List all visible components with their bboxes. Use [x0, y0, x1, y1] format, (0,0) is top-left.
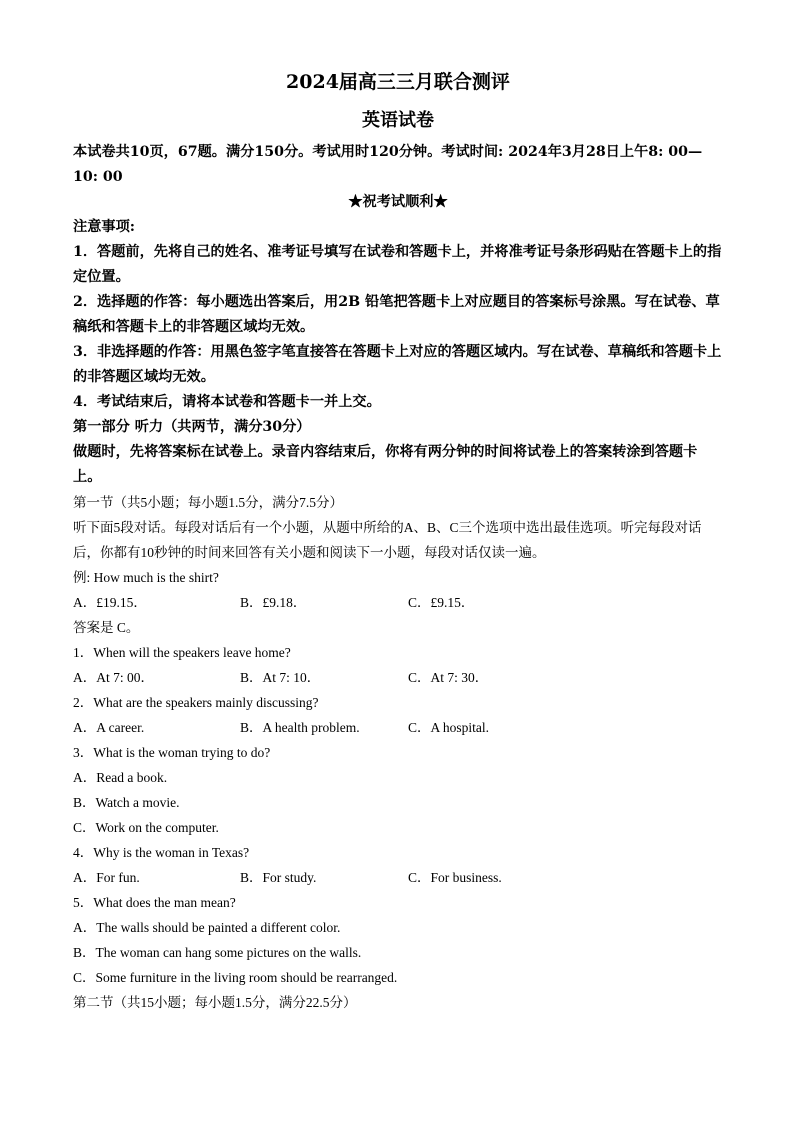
- question-3-option-b: B．Watch a movie.: [73, 795, 180, 810]
- section1-heading: 第一节（共5小题；每小题1.5分，满分7.5分）: [73, 495, 343, 510]
- part1-instruction: 做题时，先将答案标在试卷上。录音内容结束后，你将有两分钟的时间将试卷上的答案转涂到答题卡上。: [73, 444, 698, 485]
- question-2-options: [73, 715, 723, 740]
- example-option-b: B．£9.18．: [240, 595, 307, 610]
- question-2-option-c: C．A hospital.: [408, 720, 490, 735]
- question-4-option-c: C．For business.: [408, 870, 502, 885]
- exam-subtitle: 英语试卷: [362, 110, 434, 131]
- exam-info: 本试卷共10页，67题。满分150分。考试用时120分钟。考试时间: 2024年3月28日上午8: 00—10: 00: [73, 144, 703, 185]
- section2-heading: 第二节（共15小题；每小题1.5分，满分22.5分）: [73, 995, 357, 1010]
- example-option-c: C．£9.15．: [408, 595, 475, 610]
- question-1-option-b: B．At 7: 10．: [240, 670, 321, 685]
- question-3-option-c: C．Work on the computer.: [73, 820, 219, 835]
- example-question: 例: How much is the shirt?: [73, 570, 219, 585]
- notes-heading: 注意事项:: [73, 219, 135, 235]
- example-options: [73, 590, 723, 615]
- question-3-option-a: A．Read a book.: [73, 770, 168, 785]
- exam-page: [73, 68, 723, 1015]
- note-item: 1．答题前，先将自己的姓名、准考证号填写在试卷和答题卡上，并将准考证号条形码贴在答题卡上的指定位置。: [73, 244, 722, 285]
- note-item: 2．选择题的作答：每小题选出答案后，用2B 铅笔把答题卡上对应题目的答案标号涂黑。写在试卷、草稿纸和答题卡上的非答题区域均无效。: [73, 294, 720, 335]
- question-5-option-b: B．The woman can hang some pictures on the walls.: [73, 945, 362, 960]
- question-2: 2．What are the speakers mainly discussing?: [73, 695, 319, 710]
- question-1-option-c: C．At 7: 30．: [408, 670, 489, 685]
- section1-instruction: 听下面5段对话。每段对话后有一个小题，从题中所给的A、B、C三个选项中选出最佳选项。听完每段对话后，你都有10秒钟的时间来回答有关小题和阅读下一小题，每段对话仅读一遍。: [73, 520, 702, 560]
- note-item: 4．考试结束后，请将本试卷和答题卡一并上交。: [73, 394, 381, 410]
- question-1: 1．When will the speakers leave home?: [73, 645, 291, 660]
- question-3: 3．What is the woman trying to do?: [73, 745, 271, 760]
- question-2-option-b: B．A health problem.: [240, 720, 360, 735]
- question-4-option-b: B．For study.: [240, 870, 317, 885]
- exam-title: 2024届高三三月联合测评: [286, 71, 510, 93]
- question-4: 4．Why is the woman in Texas?: [73, 845, 250, 860]
- question-1-options: [73, 665, 723, 690]
- question-2-option-a: A．A career.: [73, 720, 145, 735]
- example-answer: 答案是 C。: [73, 620, 140, 635]
- question-5-option-a: A．The walls should be painted a different color.: [73, 920, 341, 935]
- note-item: 3．非选择题的作答：用黑色签字笔直接答在答题卡上对应的答题区域内。写在试卷、草稿纸和答题卡上的非答题区域均无效。: [73, 344, 722, 385]
- question-5: 5．What does the man mean?: [73, 895, 236, 910]
- part1-heading: 第一部分 听力（共两节，满分30分）: [73, 419, 311, 435]
- example-option-a: A．£19.15．: [73, 595, 147, 610]
- question-5-option-c: C．Some furniture in the living room should be rearranged.: [73, 970, 398, 985]
- question-4-option-a: A．For fun.: [73, 870, 140, 885]
- question-1-option-a: A．At 7: 00．: [73, 670, 154, 685]
- question-4-options: [73, 865, 723, 890]
- exam-wish: ★祝考试顺利★: [348, 194, 448, 210]
